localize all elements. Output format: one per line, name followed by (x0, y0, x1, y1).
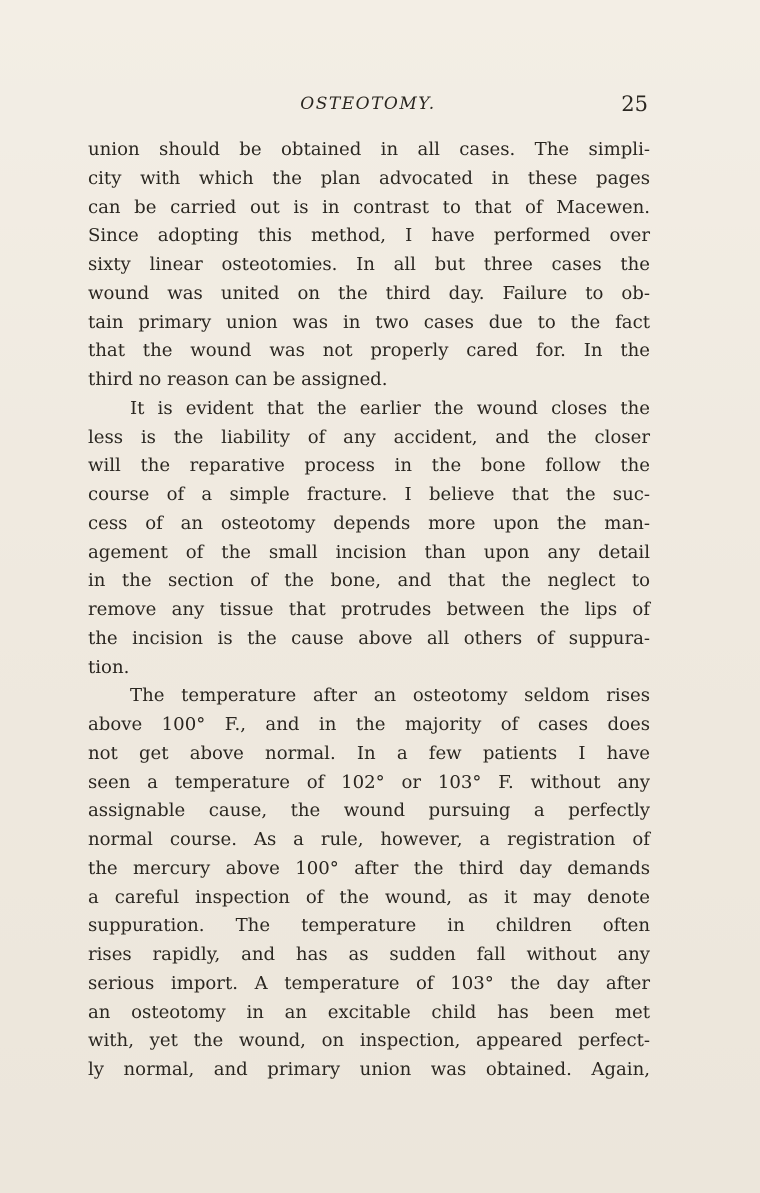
text-line: cess of an osteotomy depends more upon the man- (88, 512, 650, 534)
text-line: assignable cause, the wound pursuing a perfectly (88, 800, 650, 822)
text-line: sixty linear osteotomies. In all but three cases the (88, 254, 650, 275)
text-line: that the wound was not properly cared for. In the (88, 340, 650, 362)
text-line: remove any tissue that protrudes between the lips of (88, 599, 650, 620)
text-line: serious import. A temperature of 103° the day after (88, 972, 650, 994)
text-line: third no reason can be assigned. (88, 369, 388, 390)
text-line: less is the liability of any accident, and the closer (88, 426, 650, 448)
page-number: 25 (621, 92, 648, 116)
text-line: not get above normal. In a few patients I have (88, 742, 650, 764)
text-line: agement of the small incision than upon any detail (88, 541, 650, 563)
text-line: above 100° F., and in the majority of cases does (88, 714, 650, 735)
text-line: Since adopting this method, I have performed over (88, 225, 650, 247)
text-line: the mercury above 100° after the third day demands (88, 857, 650, 879)
text-line: a careful inspection of the wound, as it may denote (88, 886, 650, 908)
body-text (88, 136, 650, 1085)
text-line: course of a simple fracture. I believe that the suc- (88, 484, 650, 505)
text-line: suppuration. The temperature in children often (88, 915, 650, 937)
text-line: can be carried out is in contrast to that of Macewen. (88, 196, 650, 218)
text-line: union should be obtained in all cases. The simpli- (88, 139, 650, 160)
text-line: seen a temperature of 102° or 103° F. without any (88, 771, 650, 793)
text-line: city with which the plan advocated in these pages (88, 167, 650, 189)
text-line: It is evident that the earlier the wound closes the (130, 397, 650, 419)
text-line: normal course. As a rule, however, a registration of (88, 829, 650, 850)
text-line: an osteotomy in an excitable child has been met (88, 1001, 650, 1023)
text-line: in the section of the bone, and that the neglect to (88, 570, 650, 592)
text-line: the incision is the cause above all others of suppura- (88, 627, 650, 649)
text-line: tain primary union was in two cases due to the fact (88, 311, 650, 333)
text-line: will the reparative process in the bone follow the (88, 455, 650, 477)
text-line: ly normal, and primary union was obtained. Again, (88, 1059, 650, 1080)
text-line: The temperature after an osteotomy seldom rises (130, 685, 650, 707)
text-line: with, yet the wound, on inspection, appeared perfect- (88, 1030, 650, 1052)
running-title: OSTEOTOMY. (300, 94, 436, 114)
text-line: rises rapidly, and has as sudden fall without any (88, 944, 650, 965)
text-line: tion. (88, 656, 130, 678)
page-header (88, 94, 648, 120)
text-line: wound was united on the third day. Failure to ob- (88, 282, 650, 304)
